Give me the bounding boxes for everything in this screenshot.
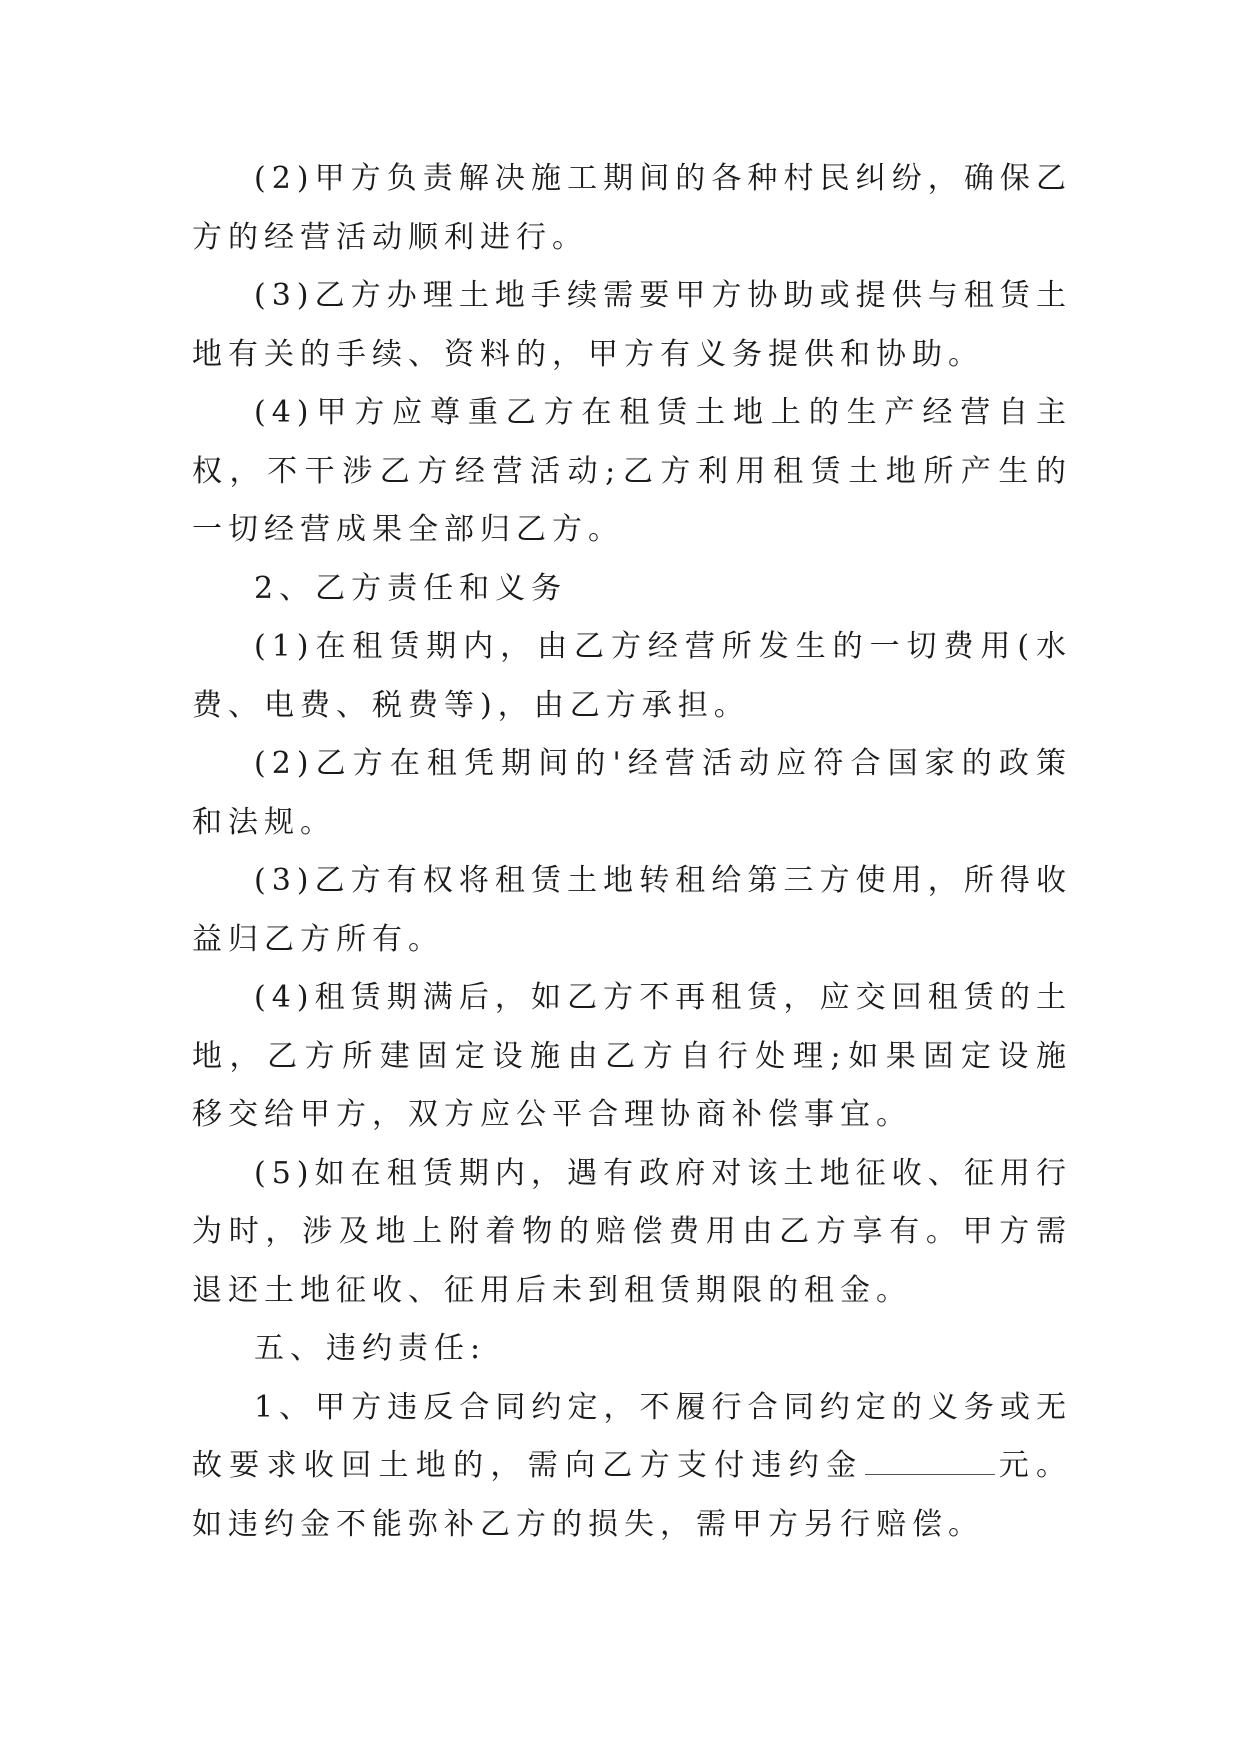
paragraph-party-a-breach <box>192 1379 1072 1555</box>
section-heading-party-b-duties: 2、乙方责任和义务 <box>254 570 568 606</box>
paragraph-party-a-autonomy: (4)甲方应尊重乙方在租赁土地上的生产经营自主权，不干涉乙方经营活动;乙方利用租赁土地所产生的一切经营成果全部归乙方。 <box>192 395 1072 547</box>
breach-text-before-blank: 1、甲方违反合同约定，不履行合同约定的义务或无故要求收回土地的，需向乙方支付违约金 <box>192 1389 1072 1483</box>
document-page <box>192 150 1072 1554</box>
paragraph-expropriation: (5)如在租赁期内，遇有政府对该土地征收、征用行为时，涉及地上附着物的赔偿费用由乙方享有。甲方需退还土地征收、征用后未到租赁期限的租金。 <box>192 1155 1072 1308</box>
section-heading-breach-liability: 五、违约责任: <box>254 1331 487 1366</box>
paragraph-party-b-sublease: (3)乙方有权将租赁土地转租给第三方使用，所得收益归乙方所有。 <box>192 863 1072 957</box>
paragraph-lease-expiry: (4)租赁期满后，如乙方不再租赁，应交回租赁的土地，乙方所建固定设施由乙方自行处理;如果固定设施移交给甲方，双方应公平合理协商补偿事宜。 <box>192 980 1072 1132</box>
paragraph-party-a-assist: (3)乙方办理土地手续需要甲方协助或提供与租赁土地有关的手续、资料的，甲方有义务提供和协助。 <box>192 278 1072 372</box>
amount-blank-line <box>865 1450 995 1475</box>
paragraph-party-a-dispute: (2)甲方负责解决施工期间的各种村民纠纷，确保乙方的经营活动顺利进行。 <box>192 161 1072 255</box>
paragraph-party-b-costs: (1)在租赁期内，由乙方经营所发生的一切费用(水费、电费、税费等)，由乙方承担。 <box>192 629 1072 723</box>
paragraph-party-b-compliance: (2)乙方在租凭期间的'经营活动应符合国家的政策和法规。 <box>192 746 1072 840</box>
breach-text-after-blank: 元。如违约金不能弥补乙方的损失，需甲方另行赔偿。 <box>192 1448 1073 1542</box>
